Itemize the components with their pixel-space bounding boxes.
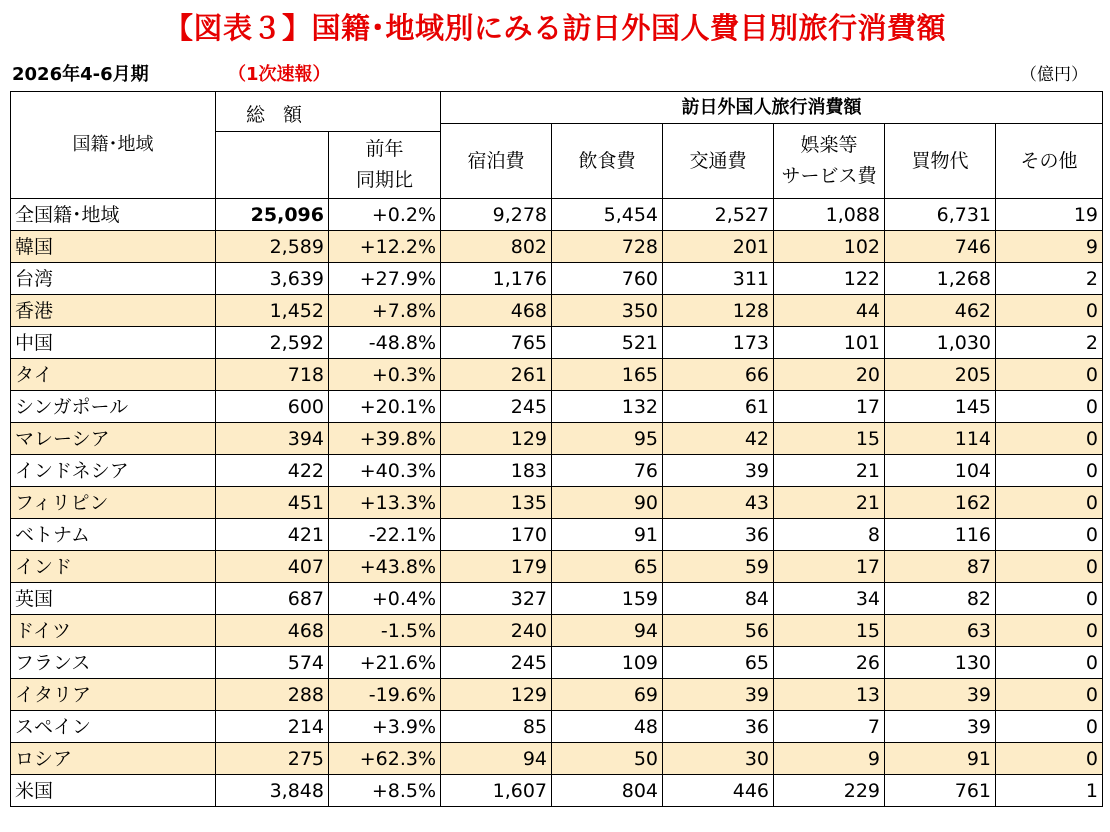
cell-food: 804 (552, 775, 663, 807)
page-title: 【図表３】国籍･地域別にみる訪日外国人費目別旅行消費額 (163, 11, 946, 45)
cell-shopping: 116 (885, 519, 996, 551)
cell-name: 全国籍･地域 (11, 199, 216, 231)
cell-transport: 128 (663, 295, 774, 327)
header-yoy-line2: 同期比 (356, 169, 414, 191)
cell-name: フランス (11, 647, 216, 679)
cell-other: 0 (996, 295, 1103, 327)
cell-food: 165 (552, 359, 663, 391)
cell-food: 5,454 (552, 199, 663, 231)
cell-shopping: 63 (885, 615, 996, 647)
cell-food: 91 (552, 519, 663, 551)
cell-lodging: 765 (441, 327, 552, 359)
cell-name: ドイツ (11, 615, 216, 647)
cell-total: 3,639 (216, 263, 329, 295)
table-row (11, 295, 1103, 327)
cell-yoy: +27.9% (329, 263, 441, 295)
cell-name: ロシア (11, 743, 216, 775)
cell-transport: 173 (663, 327, 774, 359)
cell-entertainment: 34 (774, 583, 885, 615)
table-row (11, 359, 1103, 391)
cell-name: シンガポール (11, 391, 216, 423)
header-entertainment (774, 124, 885, 199)
cell-food: 350 (552, 295, 663, 327)
cell-entertainment: 8 (774, 519, 885, 551)
header-entertainment-line1: 娯楽等 (800, 134, 858, 156)
cell-transport: 36 (663, 711, 774, 743)
header-nationality: 国籍･地域 (11, 92, 216, 199)
cell-other: 0 (996, 391, 1103, 423)
cell-food: 728 (552, 231, 663, 263)
cell-name: 中国 (11, 327, 216, 359)
cell-yoy: +39.8% (329, 423, 441, 455)
cell-other: 0 (996, 615, 1103, 647)
cell-yoy: +62.3% (329, 743, 441, 775)
cell-lodging: 85 (441, 711, 552, 743)
cell-name: タイ (11, 359, 216, 391)
cell-other: 0 (996, 359, 1103, 391)
cell-food: 94 (552, 615, 663, 647)
cell-lodging: 1,176 (441, 263, 552, 295)
cell-other: 2 (996, 327, 1103, 359)
cell-entertainment: 101 (774, 327, 885, 359)
cell-shopping: 91 (885, 743, 996, 775)
period-label: 2026年4-6月期 (12, 64, 149, 85)
table-row (11, 743, 1103, 775)
cell-total: 394 (216, 423, 329, 455)
cell-yoy: +20.1% (329, 391, 441, 423)
cell-food: 76 (552, 455, 663, 487)
cell-lodging: 327 (441, 583, 552, 615)
cell-lodging: 183 (441, 455, 552, 487)
cell-transport: 446 (663, 775, 774, 807)
cell-transport: 61 (663, 391, 774, 423)
cell-other: 0 (996, 423, 1103, 455)
table-body (11, 199, 1103, 807)
cell-yoy: +7.8% (329, 295, 441, 327)
cell-transport: 311 (663, 263, 774, 295)
table-row (11, 199, 1103, 231)
flash-report-label: （1次速報） (228, 64, 331, 85)
cell-lodging: 179 (441, 551, 552, 583)
cell-entertainment: 17 (774, 391, 885, 423)
header-yoy (329, 132, 441, 199)
cell-yoy: +13.3% (329, 487, 441, 519)
cell-entertainment: 102 (774, 231, 885, 263)
cell-food: 760 (552, 263, 663, 295)
table-row (11, 551, 1103, 583)
cell-total: 1,452 (216, 295, 329, 327)
cell-name: マレーシア (11, 423, 216, 455)
cell-entertainment: 122 (774, 263, 885, 295)
table-row (11, 327, 1103, 359)
cell-yoy: +21.6% (329, 647, 441, 679)
consumption-table (10, 91, 1103, 807)
header-other: その他 (996, 124, 1103, 199)
cell-other: 9 (996, 231, 1103, 263)
cell-name: インドネシア (11, 455, 216, 487)
cell-entertainment: 15 (774, 615, 885, 647)
cell-shopping: 6,731 (885, 199, 996, 231)
cell-name: インド (11, 551, 216, 583)
cell-transport: 42 (663, 423, 774, 455)
table-row (11, 391, 1103, 423)
cell-transport: 66 (663, 359, 774, 391)
cell-name: 英国 (11, 583, 216, 615)
cell-transport: 201 (663, 231, 774, 263)
cell-shopping: 1,030 (885, 327, 996, 359)
cell-entertainment: 1,088 (774, 199, 885, 231)
table-row (11, 263, 1103, 295)
table-row (11, 583, 1103, 615)
cell-entertainment: 20 (774, 359, 885, 391)
cell-food: 95 (552, 423, 663, 455)
cell-name: イタリア (11, 679, 216, 711)
table-row (11, 423, 1103, 455)
cell-shopping: 205 (885, 359, 996, 391)
cell-food: 159 (552, 583, 663, 615)
cell-transport: 2,527 (663, 199, 774, 231)
cell-lodging: 9,278 (441, 199, 552, 231)
cell-entertainment: 17 (774, 551, 885, 583)
cell-yoy: +0.4% (329, 583, 441, 615)
cell-entertainment: 26 (774, 647, 885, 679)
subtitle-row (0, 62, 1110, 88)
cell-food: 90 (552, 487, 663, 519)
cell-entertainment: 9 (774, 743, 885, 775)
cell-total: 687 (216, 583, 329, 615)
cell-other: 1 (996, 775, 1103, 807)
cell-total: 2,589 (216, 231, 329, 263)
cell-shopping: 1,268 (885, 263, 996, 295)
cell-yoy: -48.8% (329, 327, 441, 359)
cell-name: 香港 (11, 295, 216, 327)
cell-transport: 39 (663, 455, 774, 487)
cell-yoy: +8.5% (329, 775, 441, 807)
cell-other: 0 (996, 679, 1103, 711)
cell-other: 19 (996, 199, 1103, 231)
cell-other: 0 (996, 519, 1103, 551)
cell-entertainment: 7 (774, 711, 885, 743)
cell-lodging: 1,607 (441, 775, 552, 807)
cell-total: 574 (216, 647, 329, 679)
cell-yoy: +0.3% (329, 359, 441, 391)
cell-yoy: +12.2% (329, 231, 441, 263)
cell-transport: 43 (663, 487, 774, 519)
cell-lodging: 245 (441, 647, 552, 679)
header-lodging: 宿泊費 (441, 124, 552, 199)
header-food: 飲食費 (552, 124, 663, 199)
cell-yoy: +3.9% (329, 711, 441, 743)
cell-food: 69 (552, 679, 663, 711)
table-row (11, 711, 1103, 743)
cell-other: 0 (996, 551, 1103, 583)
cell-total: 275 (216, 743, 329, 775)
cell-lodging: 135 (441, 487, 552, 519)
cell-total: 3,848 (216, 775, 329, 807)
cell-name: スペイン (11, 711, 216, 743)
cell-other: 0 (996, 487, 1103, 519)
cell-lodging: 94 (441, 743, 552, 775)
cell-other: 2 (996, 263, 1103, 295)
cell-shopping: 114 (885, 423, 996, 455)
cell-shopping: 162 (885, 487, 996, 519)
cell-name: 米国 (11, 775, 216, 807)
cell-total: 451 (216, 487, 329, 519)
cell-food: 109 (552, 647, 663, 679)
unit-label: （億円） (1020, 65, 1088, 85)
cell-total: 25,096 (216, 199, 329, 231)
cell-transport: 39 (663, 679, 774, 711)
cell-other: 0 (996, 711, 1103, 743)
cell-total: 2,592 (216, 327, 329, 359)
cell-lodging: 240 (441, 615, 552, 647)
table-row (11, 455, 1103, 487)
cell-lodging: 245 (441, 391, 552, 423)
header-total-spacer (216, 132, 329, 199)
cell-shopping: 87 (885, 551, 996, 583)
cell-other: 0 (996, 647, 1103, 679)
cell-total: 421 (216, 519, 329, 551)
table-row (11, 679, 1103, 711)
cell-yoy: +0.2% (329, 199, 441, 231)
cell-yoy: -19.6% (329, 679, 441, 711)
table-row (11, 231, 1103, 263)
table-row (11, 775, 1103, 807)
cell-lodging: 170 (441, 519, 552, 551)
cell-entertainment: 13 (774, 679, 885, 711)
cell-food: 521 (552, 327, 663, 359)
cell-total: 718 (216, 359, 329, 391)
cell-total: 288 (216, 679, 329, 711)
header-shopping: 買物代 (885, 124, 996, 199)
cell-yoy: +43.8% (329, 551, 441, 583)
cell-shopping: 462 (885, 295, 996, 327)
cell-food: 65 (552, 551, 663, 583)
cell-transport: 65 (663, 647, 774, 679)
cell-name: ベトナム (11, 519, 216, 551)
table-row (11, 519, 1103, 551)
header-total: 総 額 (216, 92, 441, 132)
cell-other: 0 (996, 455, 1103, 487)
cell-transport: 84 (663, 583, 774, 615)
cell-shopping: 746 (885, 231, 996, 263)
cell-entertainment: 21 (774, 487, 885, 519)
cell-total: 407 (216, 551, 329, 583)
cell-total: 214 (216, 711, 329, 743)
cell-total: 422 (216, 455, 329, 487)
cell-name: 韓国 (11, 231, 216, 263)
cell-yoy: -22.1% (329, 519, 441, 551)
table-row (11, 647, 1103, 679)
cell-entertainment: 21 (774, 455, 885, 487)
cell-name: フィリピン (11, 487, 216, 519)
cell-transport: 30 (663, 743, 774, 775)
table-row (11, 487, 1103, 519)
cell-food: 50 (552, 743, 663, 775)
cell-shopping: 82 (885, 583, 996, 615)
cell-transport: 36 (663, 519, 774, 551)
cell-yoy: +40.3% (329, 455, 441, 487)
cell-transport: 56 (663, 615, 774, 647)
header-group: 訪日外国人旅行消費額 (441, 92, 1103, 124)
cell-other: 0 (996, 743, 1103, 775)
cell-shopping: 39 (885, 711, 996, 743)
cell-shopping: 761 (885, 775, 996, 807)
cell-shopping: 104 (885, 455, 996, 487)
header-entertainment-line2: サービス費 (781, 165, 877, 187)
cell-other: 0 (996, 583, 1103, 615)
cell-shopping: 130 (885, 647, 996, 679)
cell-lodging: 261 (441, 359, 552, 391)
cell-shopping: 39 (885, 679, 996, 711)
header-yoy-line1: 前年 (365, 138, 404, 160)
cell-entertainment: 15 (774, 423, 885, 455)
cell-lodging: 129 (441, 423, 552, 455)
cell-food: 132 (552, 391, 663, 423)
cell-entertainment: 229 (774, 775, 885, 807)
cell-name: 台湾 (11, 263, 216, 295)
cell-lodging: 129 (441, 679, 552, 711)
cell-entertainment: 44 (774, 295, 885, 327)
cell-yoy: -1.5% (329, 615, 441, 647)
cell-lodging: 468 (441, 295, 552, 327)
cell-shopping: 145 (885, 391, 996, 423)
table-row (11, 615, 1103, 647)
cell-lodging: 802 (441, 231, 552, 263)
cell-food: 48 (552, 711, 663, 743)
cell-total: 600 (216, 391, 329, 423)
cell-transport: 59 (663, 551, 774, 583)
cell-total: 468 (216, 615, 329, 647)
header-transport: 交通費 (663, 124, 774, 199)
